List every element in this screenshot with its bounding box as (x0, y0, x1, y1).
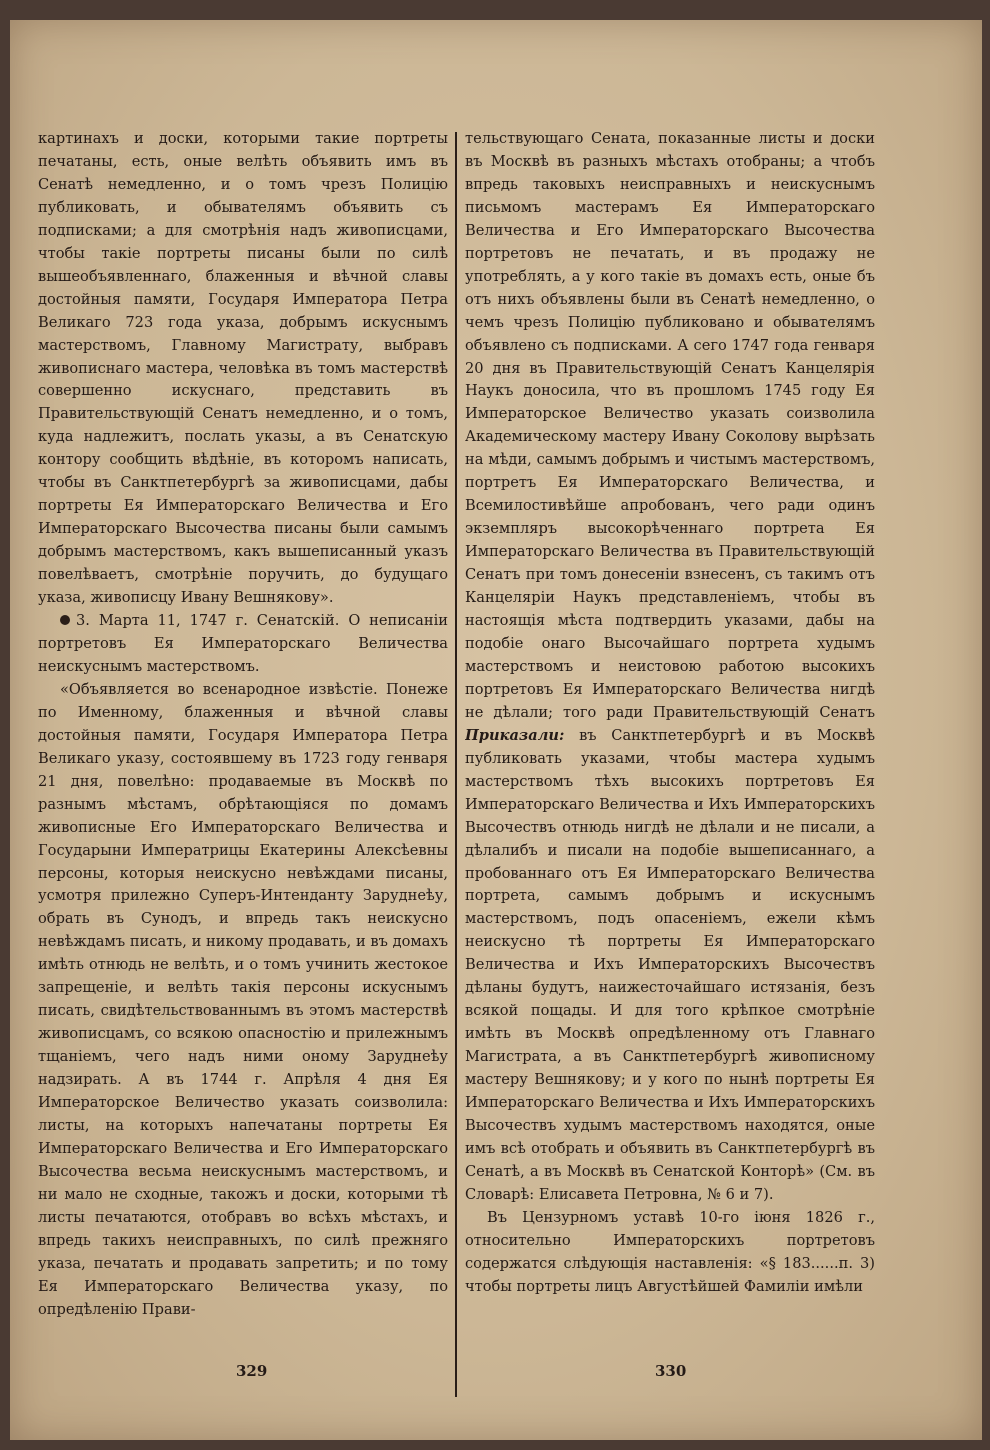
book-spread (10, 20, 982, 1440)
italic-word: Приказали: (465, 726, 565, 744)
right-paragraph-1-text-a: тельствующаго Сената, показанные листы и доски въ Москвѣ въ разныхъ мѣстахъ отобраны; а чтобъ впредь таковыхъ неисправныхъ и неискуснымъ письмомъ мастерамъ Ея Императорскаго Величества и Его Императорскаго Высочества портретовъ не печатать, и въ продажу не употреблять, а у кого такіе въ домахъ есть, оные бъ отъ нихъ объявлены были въ Сенатѣ немедленно, о чемъ чрезъ Полицію публиковано и обывателямъ объявлено съ подписками. А сего 1747 года генваря 20 дня въ Правительствующій Сенатъ Канцелярія Наукъ доносила, что въ прошломъ 1745 году Ея Императорское Величество указать соизволила Академическому мастеру Ивану Соколову вырѣзать на мѣди, самымъ добрымъ и чистымъ мастерствомъ, портретъ Ея Императорскаго Величества, и Всемилостивѣйше апробованъ, чего ради одинъ экземпляръ высокорѣченнаго портрета Ея Императорскаго Величества въ Правительствующій Сенатъ при томъ донесеніи взнесенъ, съ такимъ отъ Канцеляріи Наукъ представленіемъ, чтобы въ настоящія мѣста подтвердить указами, дабы на подобіе онаго Высочайшаго портрета худымъ мастерствомъ и неистовою работою высокихъ портретовъ Ея Императорскаго Величества нигдѣ не дѣлали; того ради Правительствующій Сенатъ (465, 130, 875, 721)
left-column (38, 128, 448, 1388)
page-number-left: 329 (236, 1362, 268, 1380)
decree-heading: 3. Марта 11, 1747 г. Сенатскій. О неписаніи портретовъ Ея Императорскаго Величества неискуснымъ мастерствомъ. (38, 612, 448, 675)
bullet-icon (60, 615, 70, 625)
page-number-right: 330 (655, 1362, 687, 1380)
right-paragraph-1 (465, 128, 875, 1207)
column-divider (455, 132, 457, 1397)
left-paragraph-3: «Объявляется во всенародное извѣстіе. Понеже по Именному, блаженныя и вѣчной славы достойныя памяти, Государя Императора Петра Великаго указу, состоявшему въ 1723 году генваря 21 дня, повелѣно: продаваемые въ Москвѣ по разнымъ мѣстамъ, обрѣтающіяся по домамъ живописные Его Императорскаго Величества и Государыни Императрицы Екатерины Алексѣевны персоны, которыя неискусно невѣждами писаны, усмотря прилежно Суперъ-Интенданту Заруднеѣу, обрать въ Сунодъ, и впредь такъ неискусно невѣждамъ писать, и никому продавать, и въ домахъ имѣть отнюдь не велѣть, и о томъ учинить жестокое запрещеніе, и велѣть такія персоны искуснымъ писать, свидѣтельствованнымъ въ этомъ мастерствѣ живописцамъ, со всякою опасностію и прилежнымъ тщаніемъ, чего надъ ними оному Заруднеѣу надзирать. А въ 1744 г. Апрѣля 4 дня Ея Императорское Величество указать соизволила: листы, на которыхъ напечатаны портреты Ея Императорскаго Величества и Его Императорскаго Высочества весьма неискуснымъ мастерствомъ, и ни мало не сходные, такожъ и доски, которыми тѣ листы печатаются, отобравъ во всѣхъ мѣстахъ, и впредь такихъ неисправныхъ, по силѣ прежняго указа, печатать и продавать запретить; и по тому Ея Императорскаго Величества указу, по опредѣленію Прави- (38, 680, 448, 1318)
right-paragraph-2: Въ Цензурномъ уставѣ 10-го іюня 1826 г., относительно Императорскихъ портретовъ содержатся слѣдующія наставленія: «§ 183......п. 3) чтобы портреты лицъ Августѣйшей Фамиліи имѣли (465, 1208, 875, 1295)
left-paragraph-2 (38, 610, 448, 679)
right-column (465, 128, 875, 1388)
left-paragraph-1: картинахъ и доски, которыми такие портреты печатаны, есть, оные велѣть объявить имъ въ Сенатѣ немедленно, и о томъ чрезъ Полицію публиковать, и обывателямъ объявить съ подписками; а для смотрѣнія надъ живописцами, чтобы такіе портреты писаны были по силѣ вышеобъявленнаго, блаженныя и вѣчной славы достойныя памяти, Государя Императора Петра Великаго 723 года указа, добрымъ искуснымъ мастерствомъ, Главному Магистрату, выбравъ живописнаго мастера, человѣка въ томъ мастерствѣ совершенно искуснаго, представить въ Правительствующій Сенатъ немедленно, и о томъ, куда надлежитъ, послать указы, а въ Сенатскую контору сообщить вѣдѣніе, въ которомъ написать, чтобы въ Санктпетербургѣ за живописцами, дабы портреты Ея Императорскаго Величества и Его Императорскаго Высочества писаны были самымъ добрымъ мастерствомъ, какъ вышеписанный указъ повелѣваетъ, смотрѣніе поручить, до будущаго указа, живописцу Ивану Вешнякову». (38, 130, 448, 607)
right-paragraph-1-text-b: въ Санктпетербургѣ и въ Москвѣ публиковать указами, чтобы мастера худымъ мастерствомъ тѣхъ высокихъ портретовъ Ея Императорскаго Величества и Ихъ Императорскихъ Высочествъ отнюдь нигдѣ не дѣлали и не писали, а дѣлалибъ и писали на подобіе вышеписаннаго, а пробованнаго отъ Ея Императорскаго Величества портрета, самымъ добрымъ и искуснымъ мастерствомъ, подъ опасеніемъ, ежели кѣмъ неискусно тѣ портреты Ея Императорскаго Величества и Ихъ Императорскихъ Высочествъ дѣланы будутъ, наижесточайшаго истязанія, безъ всякой пощады. И для того крѣпкое смотрѣніе имѣть въ Москвѣ опредѣленному отъ Главнаго Магистрата, а въ Санктпетербургѣ живописному мастеру Вешнякову; и у кого по нынѣ портреты Ея Императорскаго Величества и Ихъ Императорскихъ Высочествъ худымъ мастерствомъ находятся, оные имъ всѣ отобрать и объявить въ Санктпетербургѣ въ Сенатѣ, а въ Москвѣ въ Сенатской Конторѣ» (См. въ Словарѣ: Елисавета Петровна, № 6 и 7). (465, 726, 875, 1203)
